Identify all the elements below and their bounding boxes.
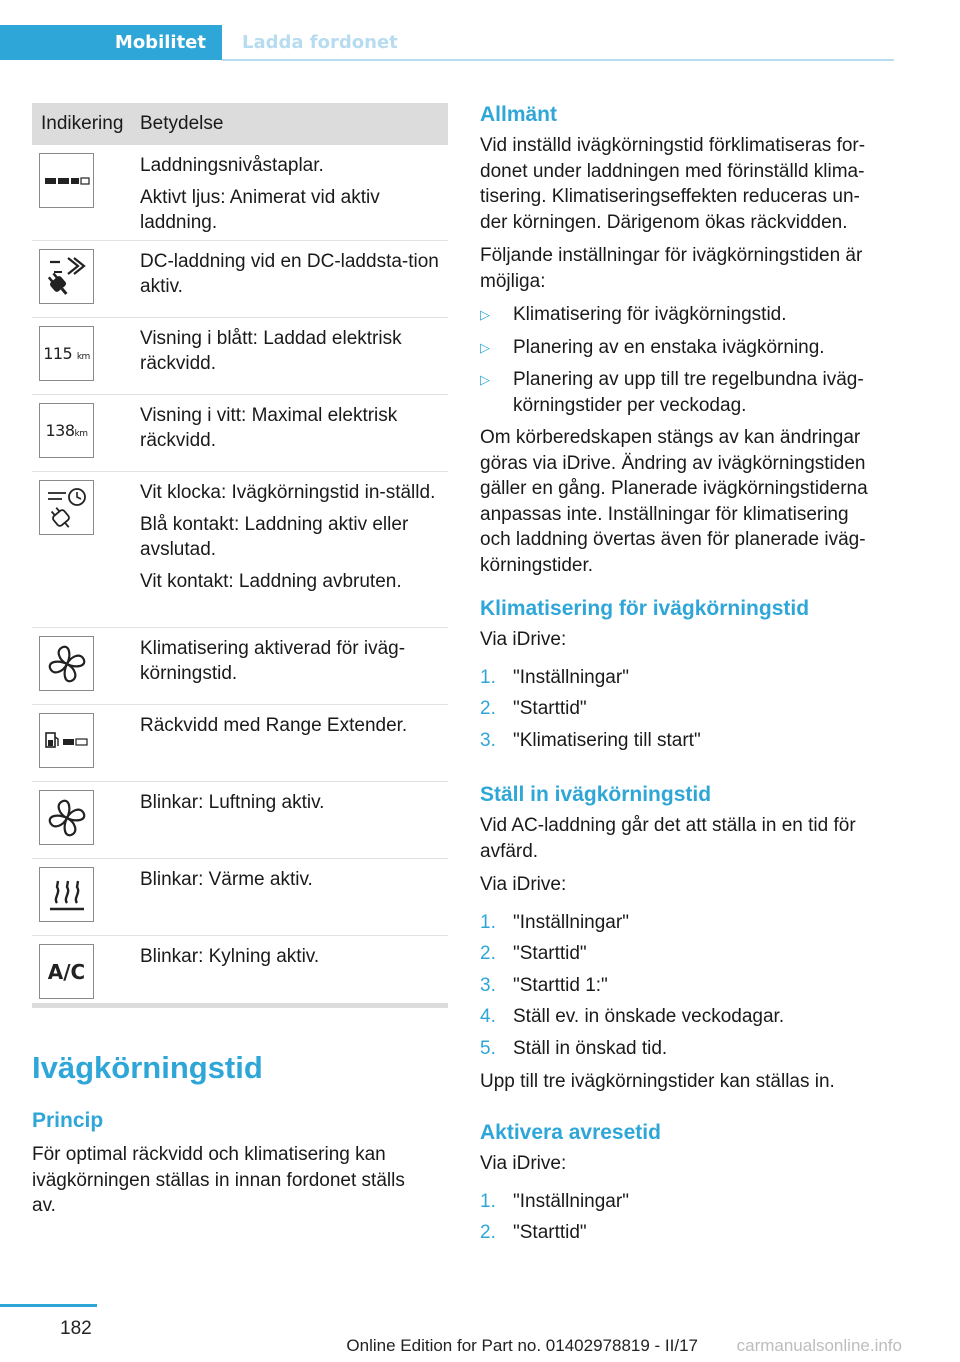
step-number: 3. [480,974,496,996]
row-text: Blinkar: Luftning aktiv. [140,792,325,813]
list-item [480,1220,884,1246]
fan-icon [39,636,94,691]
range-unit: km [76,352,90,362]
step-number: 2. [480,943,496,964]
range-115-km-display [39,326,94,381]
table-end-rule [32,1003,448,1008]
list-item [480,941,884,967]
heat-waves-icon [39,867,94,922]
step-number: 1. [480,666,496,688]
step-text: "Starttid 1:" [513,974,608,996]
table-row [32,472,448,628]
list-item [480,1004,884,1030]
table-row [32,859,448,936]
row-text: Räckvidd med Range Extender. [140,715,408,736]
header-chapter: Ladda fordonet [242,32,398,53]
step-text: "Starttid" [513,943,587,964]
charge-level-bars-icon [39,153,94,208]
table-row [32,936,448,1012]
allmant-section [480,103,884,578]
step-text: "Inställningar" [513,666,629,688]
row-text: Laddningsnivåstaplar. [140,155,324,176]
col-betydelse: Betydelse [140,113,224,134]
header-rule [222,59,894,61]
range-value: 115 [43,344,73,363]
list-item [480,1189,884,1215]
list-item-text: Klimatisering för ivägkörningstid. [513,304,787,325]
triangle-bullet-icon: ▷ [480,339,490,355]
step-number: 2. [480,1222,496,1243]
row-text: Blinkar: Kylning aktiv. [140,946,320,967]
list-item [480,302,884,328]
ac-label: A/C [47,959,86,984]
step-text: Ställ ev. in önskade veckodagar. [513,1006,785,1027]
triangle-bullet-icon: ▷ [480,372,490,387]
stall-in-heading: Ställ in ivägkörningstid [480,783,712,806]
step-number: 3. [480,729,496,751]
aktivera-section [480,1121,884,1246]
table-row [32,782,448,859]
step-text: "Starttid" [513,1222,587,1243]
row-text: Blinkar: Värme aktiv. [140,869,313,890]
clock-plug-icon [39,480,94,535]
footer-rule [0,1304,97,1307]
row-text: Aktivt ljus: Animerat vid aktiv laddning. [140,187,380,233]
klimatisering-via: Via iDrive: [480,629,567,650]
table-row [32,241,448,318]
table-row [32,318,448,395]
step-text: Ställ in önskad tid. [513,1037,668,1059]
princip-text: För optimal räckvidd och klimatisering kan ivägkörningen ställas in innan fordonet ställs av. [32,1144,405,1216]
list-item-text: Planering av en enstaka ivägkörning. [513,336,825,358]
klimatisering-heading: Klimatisering för ivägkörningstid [480,597,810,620]
row-text: Vit klocka: Ivägkörningstid in-ställd. [140,482,436,503]
dc-charging-plug-icon [39,249,94,304]
range-extender-icon [39,713,94,768]
table-row [32,145,448,241]
list-item [480,973,884,999]
allmant-paragraph-3: Om körberedskapen stängs av kan ändringar göras via iDrive. Ändring av ivägkörningstiden gäller en gång. Planerade ivägkörningstiderna anpassas inte. Inställningar för klimatisering och laddning övertas även för planerade iväg-körningstider. [480,427,868,576]
list-item [480,367,884,418]
table-row [32,628,448,705]
header-section: Mobilitet [114,32,206,53]
header-chapter-tab [222,25,894,60]
aktivera-via: Via iDrive: [480,1153,567,1174]
stall-in-paragraph: Vid AC-laddning går det att ställa in en tid för avfärd. [480,815,856,862]
range-unit: km [74,429,88,439]
list-item [480,1036,884,1062]
step-number: 2. [480,698,496,719]
step-text: "Inställningar" [513,911,629,933]
step-number: 1. [480,911,496,933]
ac-icon [39,944,94,999]
list-item [480,665,884,691]
row-text: DC-laddning vid en DC-laddsta-tion aktiv. [140,251,439,297]
step-text: "Inställningar" [513,1190,629,1212]
list-item [480,910,884,936]
allmant-heading: Allmänt [480,103,558,126]
fan-icon [39,790,94,845]
list-item-text: Planering av upp till tre regelbundna iväg-körningstider per veckodag. [513,369,864,416]
indicator-table [32,103,448,1012]
klimatisering-section [480,597,884,753]
row-text: Visning i blått: Laddad elektrisk räckvidd. [140,328,402,374]
stall-in-paragraph-2: Upp till tre ivägkörningstider kan ställas in. [480,1071,835,1092]
step-text: "Klimatisering till start" [513,729,701,751]
row-text: Klimatisering aktiverad för iväg-körningstid. [140,638,406,684]
step-number: 5. [480,1037,496,1059]
watermark: carmanualsonline.info [736,1336,902,1355]
allmant-paragraph-2: Följande inställningar för ivägkörningstiden är möjliga: [480,245,863,292]
col-indikering: Indikering [41,113,124,134]
header-section-tab [0,25,222,60]
allmant-paragraph-1: Vid inställd ivägkörningstid förklimatiseras for-donet under laddningen med förinställd klima-tisering. Klimatiseringseffekten reduceras un-der körningen. Därigenom ökas räckvidden. [480,135,866,233]
list-item [480,728,884,754]
princip-heading: Princip [32,1109,104,1132]
stall-in-via: Via iDrive: [480,874,567,895]
aktivera-heading: Aktivera avresetid [480,1121,661,1144]
row-text: Blå kontakt: Laddning aktiv eller avslutad. [140,514,409,560]
edition-text: Online Edition for Part no. 01402978819 - II/17 [346,1336,698,1355]
step-number: 4. [480,1006,496,1027]
table-header [32,103,448,145]
stall-in-section [480,783,884,1095]
page-number: 182 [60,1318,92,1339]
row-text: Vit kontakt: Laddning avbruten. [140,571,402,592]
range-138-km-display [39,403,94,458]
triangle-bullet-icon: ▷ [480,307,490,322]
range-value: 138 [45,421,75,440]
table-row [32,395,448,472]
step-text: "Starttid" [513,698,587,719]
section-title: Ivägkörningstid [32,1050,263,1085]
list-item [480,335,884,361]
step-number: 1. [480,1190,496,1212]
table-row [32,705,448,782]
list-item [480,696,884,722]
row-text: Visning i vitt: Maximal elektrisk räckvidd. [140,405,398,451]
